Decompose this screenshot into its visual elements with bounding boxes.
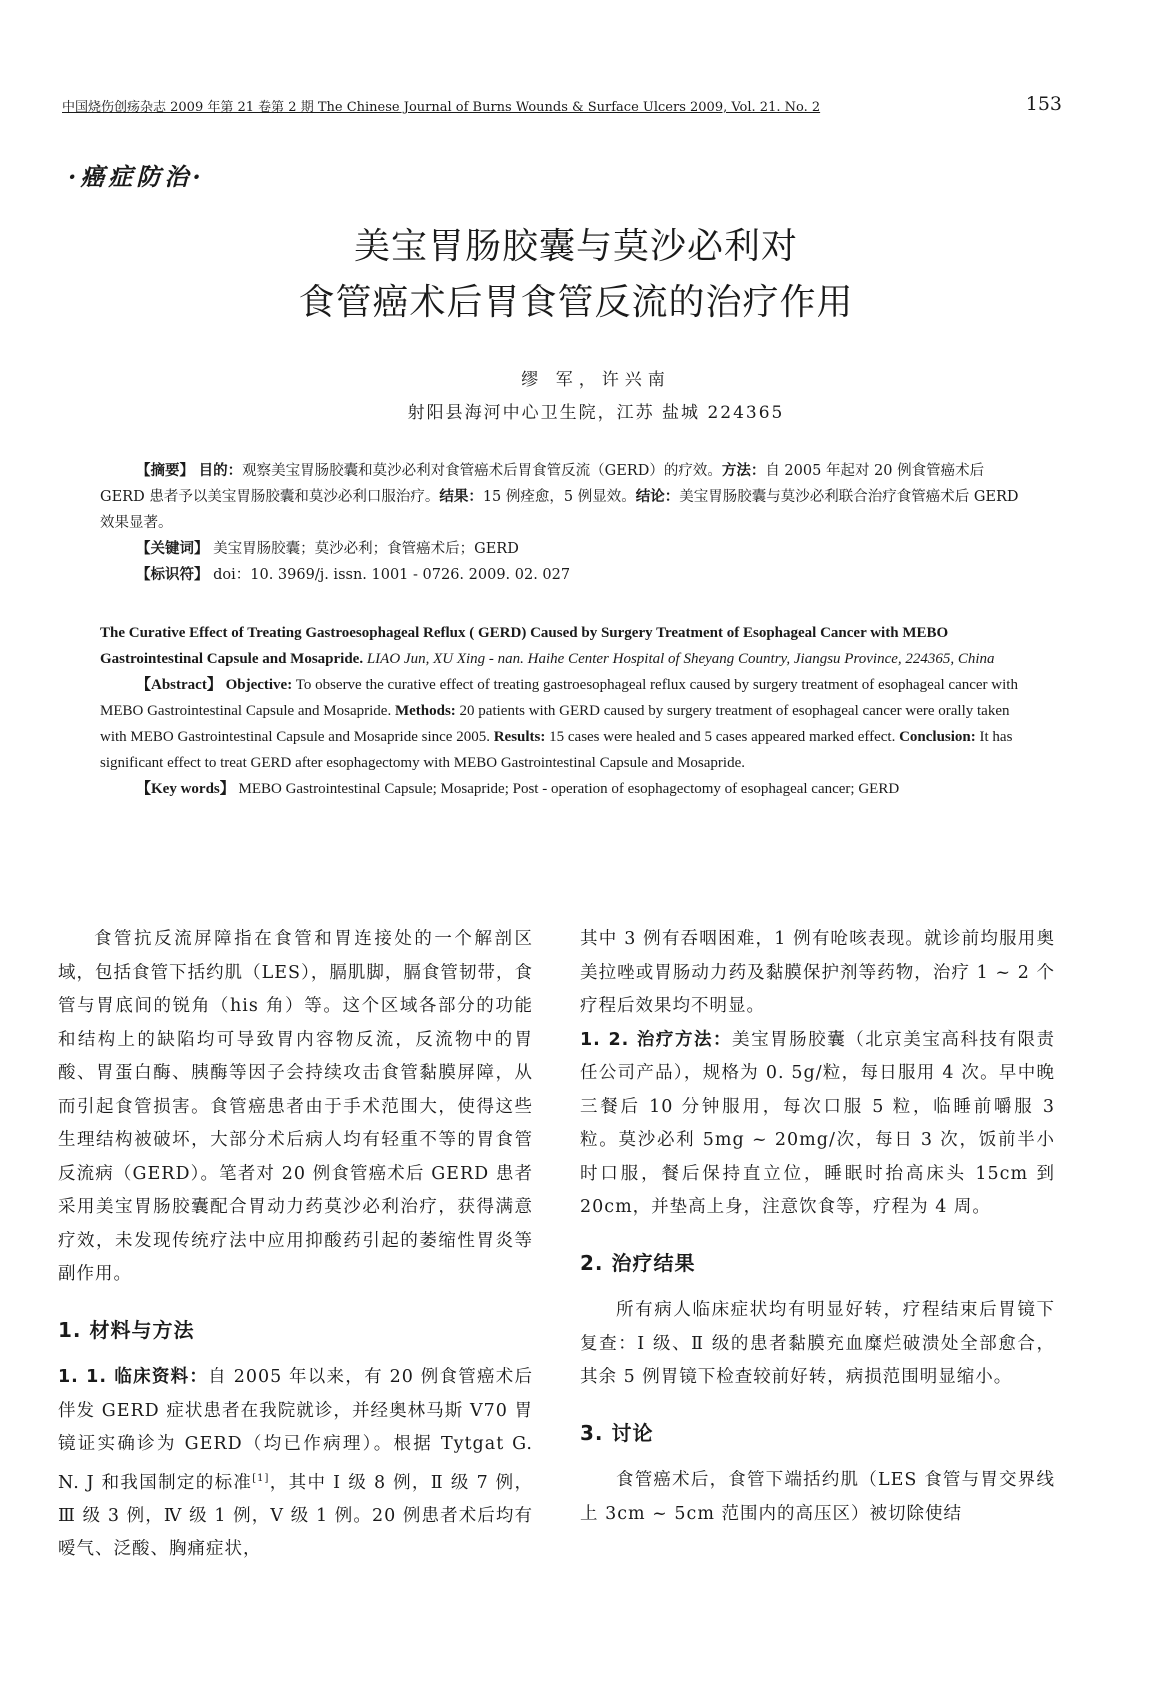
en-conclusion-label: Conclusion: (899, 729, 976, 745)
page-number: 153 (1025, 93, 1062, 115)
en-objective-label: Objective: (225, 677, 293, 693)
cn-keywords (100, 536, 1030, 562)
results-paragraph: 所有病人临床症状均有明显好转，疗程结束后胃镜下复查：Ⅰ 级、Ⅱ 级的患者黏膜充血糜烂破溃处全部愈合，其余 5 例胃镜下检查较前好转，病损范围明显缩小。 (580, 1300, 1055, 1387)
en-objective: To observe the curative effect of treating gastroesophageal reflux caused by surgery treatment of esophageal cancer with MEBO Gastrointestinal Capsule and Mosapride. (100, 677, 1018, 719)
en-keywords-label: 【Key words】 (136, 781, 235, 797)
section-heading-discussion: 3. 讨论 (580, 1420, 654, 1445)
results-label: 结果： (439, 489, 483, 505)
clinical-data-continuation: 其中 3 例有吞咽困难，1 例有呛咳表现。就诊前均服用奥美拉唑或胃肠动力药及黏膜保护剂等药物，治疗 1 ~ 2 个疗程后效果均不明显。 (580, 929, 1055, 1016)
methods-text: 自 2005 年起对 20 例食管癌术后 GERD 患者予以美宝胃肠胶囊和莫沙必利口服治疗。 (100, 463, 985, 505)
article-title-line2: 食管癌术后胃食管反流的治疗作用 (298, 282, 854, 323)
treatment-paragraph (580, 1024, 1055, 1225)
en-methods-label: Methods: (394, 703, 456, 719)
cn-abstract (100, 458, 1030, 588)
affiliation: 射阳县海河中心卫生院，江苏 盐城 224365 (407, 403, 785, 423)
conclusion-label: 结论： (635, 489, 680, 505)
section-heading-results: 2. 治疗结果 (580, 1250, 696, 1275)
cn-identifier (100, 562, 1030, 588)
treatment-text: 美宝胃肠胶囊（北京美宝高科技有限责任公司产品），规格为 0. 5g/粒，每日服用 4 次。早中晚三餐后 10 分钟服用，每次口服 5 粒，临睡前嚼服 3 粒。莫沙必利 5mg ~ 20mg/次，每日 3 次，饭前半小时口服，餐后保持直立位，睡眠时抬高床头 15cm 到 20cm，并垫高上身，注意饮食等，疗程为 4 周。 (580, 1029, 1056, 1217)
en-keywords (100, 776, 1030, 802)
authors: 缪 军，许兴南 (521, 370, 671, 390)
discussion-paragraph: 食管癌术后，食管下端括约肌（LES 食管与胃交界线上 3cm ~ 5cm 范围内的高压区）被切除使结 (580, 1470, 1055, 1524)
en-abstract (100, 620, 1030, 802)
en-conclusion: It has significant effect to treat GERD after esophagectomy with MEBO Gastrointestinal Capsule and Mosapride. (100, 729, 1013, 771)
article-title-line1: 美宝胃肠胶囊与莫沙必利对 (353, 226, 798, 267)
en-results-label: Results: (493, 729, 546, 745)
en-authors: LIAO Jun, XU Xing - nan. Haihe Center Hospital of Sheyang Country, Jiangsu Province, 224365, China (366, 651, 995, 667)
en-title: The Curative Effect of Treating Gastroesophageal Reflux ( GERD) Caused by Surgery Treatment of Esophageal Cancer with MEBO Gastrointestinal Capsule and Mosapride. (100, 625, 949, 667)
treatment-label: 1. 2. 治疗方法： (580, 1029, 733, 1050)
results-text: 15 例痊愈，5 例显效。 (482, 489, 636, 505)
en-title-block (100, 620, 1030, 672)
keywords-label: 【关键词】 (136, 541, 209, 557)
identifier-text: doi：10. 3969/j. issn. 1001 - 0726. 2009. 02. 027 (213, 567, 571, 583)
objective-label: 目的： (198, 463, 243, 479)
clinical-data-text-cont: ，其中 Ⅰ 级 8 例，Ⅱ 级 7 例，Ⅲ 级 3 例，Ⅳ 级 1 例，Ⅴ 级 1 例。20 例患者术后均有嗳气、泛酸、胸痛症状， (58, 1472, 533, 1560)
body-column-right (580, 923, 1055, 1531)
keywords-text: 美宝胃肠胶囊；莫沙必利；食管癌术后；GERD (213, 541, 519, 557)
abstract-label: 【摘要】 (136, 463, 194, 479)
objective-text: 观察美宝胃肠胶囊和莫沙必利对食管癌术后胃食管反流（GERD）的疗效。 (242, 463, 722, 479)
intro-paragraph: 食管抗反流屏障指在食管和胃连接处的一个解剖区域，包括食管下括约肌（LES），膈肌脚，膈食管韧带，食管与胃底间的锐角（his 角）等。这个区域各部分的功能和结构上的缺陷均可导致胃内容物反流，反流物中的胃酸、胃蛋白酶、胰酶等因子会持续攻击食管黏膜屏障，从而引起食管损害。食管癌患者由于手术范围大，使得这些生理结构被破坏，大部分术后病人均有轻重不等的胃食管反流病（GERD）。笔者对 20 例食管癌术后 GERD 患者采用美宝胃肠胶囊配合胃动力药莫沙必利治疗，获得满意疗效，未发现传统疗法中应用抑酸药引起的萎缩性胃炎等副作用。 (58, 929, 533, 1284)
en-methods: 20 patients with GERD caused by surgery treatment of esophageal cancer were orally taken with MEBO Gastrointestinal Capsule and Mosapride since 2005. (100, 703, 1010, 745)
en-abstract-label: 【Abstract】 (136, 677, 222, 693)
section-tag: ·癌症防治· (68, 162, 205, 191)
running-title: 中国烧伤创疡杂志 2009 年第 21 卷第 2 期 The Chinese Journal of Burns Wounds & Surface Ulcers 2009, Vol. 21. No. 2 (62, 100, 821, 115)
clinical-data-paragraph (58, 1361, 533, 1567)
conclusion-text: 美宝胃肠胶囊与莫沙必利联合治疗食管癌术后 GERD 效果显著。 (100, 489, 1019, 531)
identifier-label: 【标识符】 (136, 567, 209, 583)
methods-label: 方法： (721, 463, 766, 479)
citation-ref: [1] (252, 1472, 270, 1484)
en-results: 15 cases were healed and 5 cases appeared marked effect. (549, 729, 896, 745)
cn-abstract-body (100, 458, 1030, 536)
section-heading-methods: 1. 材料与方法 (58, 1317, 195, 1342)
en-abstract-body (100, 672, 1030, 776)
body-column-left (58, 923, 533, 1567)
clinical-data-text: 自 2005 年以来，有 20 例食管癌术后伴发 GERD 症状患者在我院就诊，并经奥林马斯 V70 胃镜证实确诊为 GERD（均已作病理）。根据 Tytgat G. N. J 和我国制定的标准 (58, 1367, 533, 1493)
en-keywords-text: MEBO Gastrointestinal Capsule; Mosapride; Post - operation of esophagectomy of esophageal cancer; GERD (238, 781, 900, 797)
clinical-data-label: 1. 1. 临床资料： (58, 1367, 209, 1387)
running-header (62, 93, 1062, 116)
